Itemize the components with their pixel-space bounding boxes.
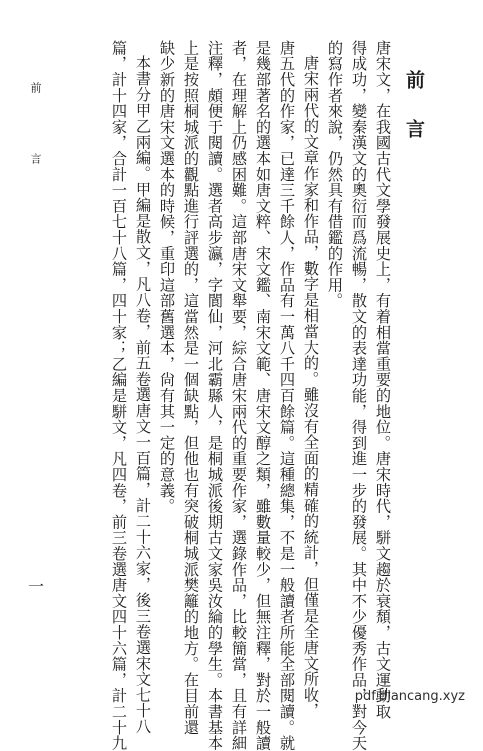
text-column-5: 唐五代的作家，已達三千餘人，作品有一萬八千四百餘篇。這種總集，不是一般讀者所能全部閱讀。就 [278,40,296,751]
page-number: 一 [28,577,45,596]
text-column-10: 缺少新的唐宋文選本的時候，重印這部舊選本，尙有其一定的意義。 [158,40,176,514]
running-head: 前言 [29,82,42,224]
text-column-11: 本書分甲乙兩編。甲編是散文，凡八卷，前五卷選唐文一百篇，計二十六家，後三卷選宋文七十八 [134,55,152,735]
text-column-1: 唐宋文，在我國古代文學發展史上，有着相當重要的地位。唐宋時代，駢文趨於衰頹，古文運動取 [374,40,392,720]
page-title: 前言 [403,70,425,168]
text-column-12: 篇，計十四家，合計一百七十八篇，四十家；乙編是駢文，凡四卷，前三卷選唐文四十六篇，計二十九 [110,40,128,751]
text-column-3: 的寫作者來說，仍然具有借鑑的作用。 [326,40,344,309]
text-column-9: 上是按照桐城派的觀點進行評選的，這當然是一個缺點，但他也有突破桐城派樊籬的地方。在目前還 [182,40,200,736]
text-column-7: 者，在理解上仍感困難。這部唐宋文舉要，綜合唐宋兩代的重要作家，選錄作品，比較簡當，且有詳細 [230,40,248,751]
text-column-6: 是幾部著名的選本如唐文粹、宋文鑑、南宋文範、唐宋文醇之類，雖數量較少，但無注釋，對於一般讀 [254,40,272,751]
text-column-2: 得成功，變秦漢文的奧衍而爲流暢，散文的表達功能，得到進一步的發展。其中不少優秀作品，對今天 [350,40,368,751]
text-column-4: 唐宋兩代的文章作家和作品，數字是相當大的。雖沒有全面的精確的統計，但僅是全唐文所收， [302,55,320,719]
watermark: pdf.diancang.xyz [354,689,465,704]
text-column-8: 注釋，頗便于閱讀。選者高步瀛，字閬仙，河北霸縣人，是桐城派後期古文家吳汝綸的學生。本書基本 [206,40,224,751]
